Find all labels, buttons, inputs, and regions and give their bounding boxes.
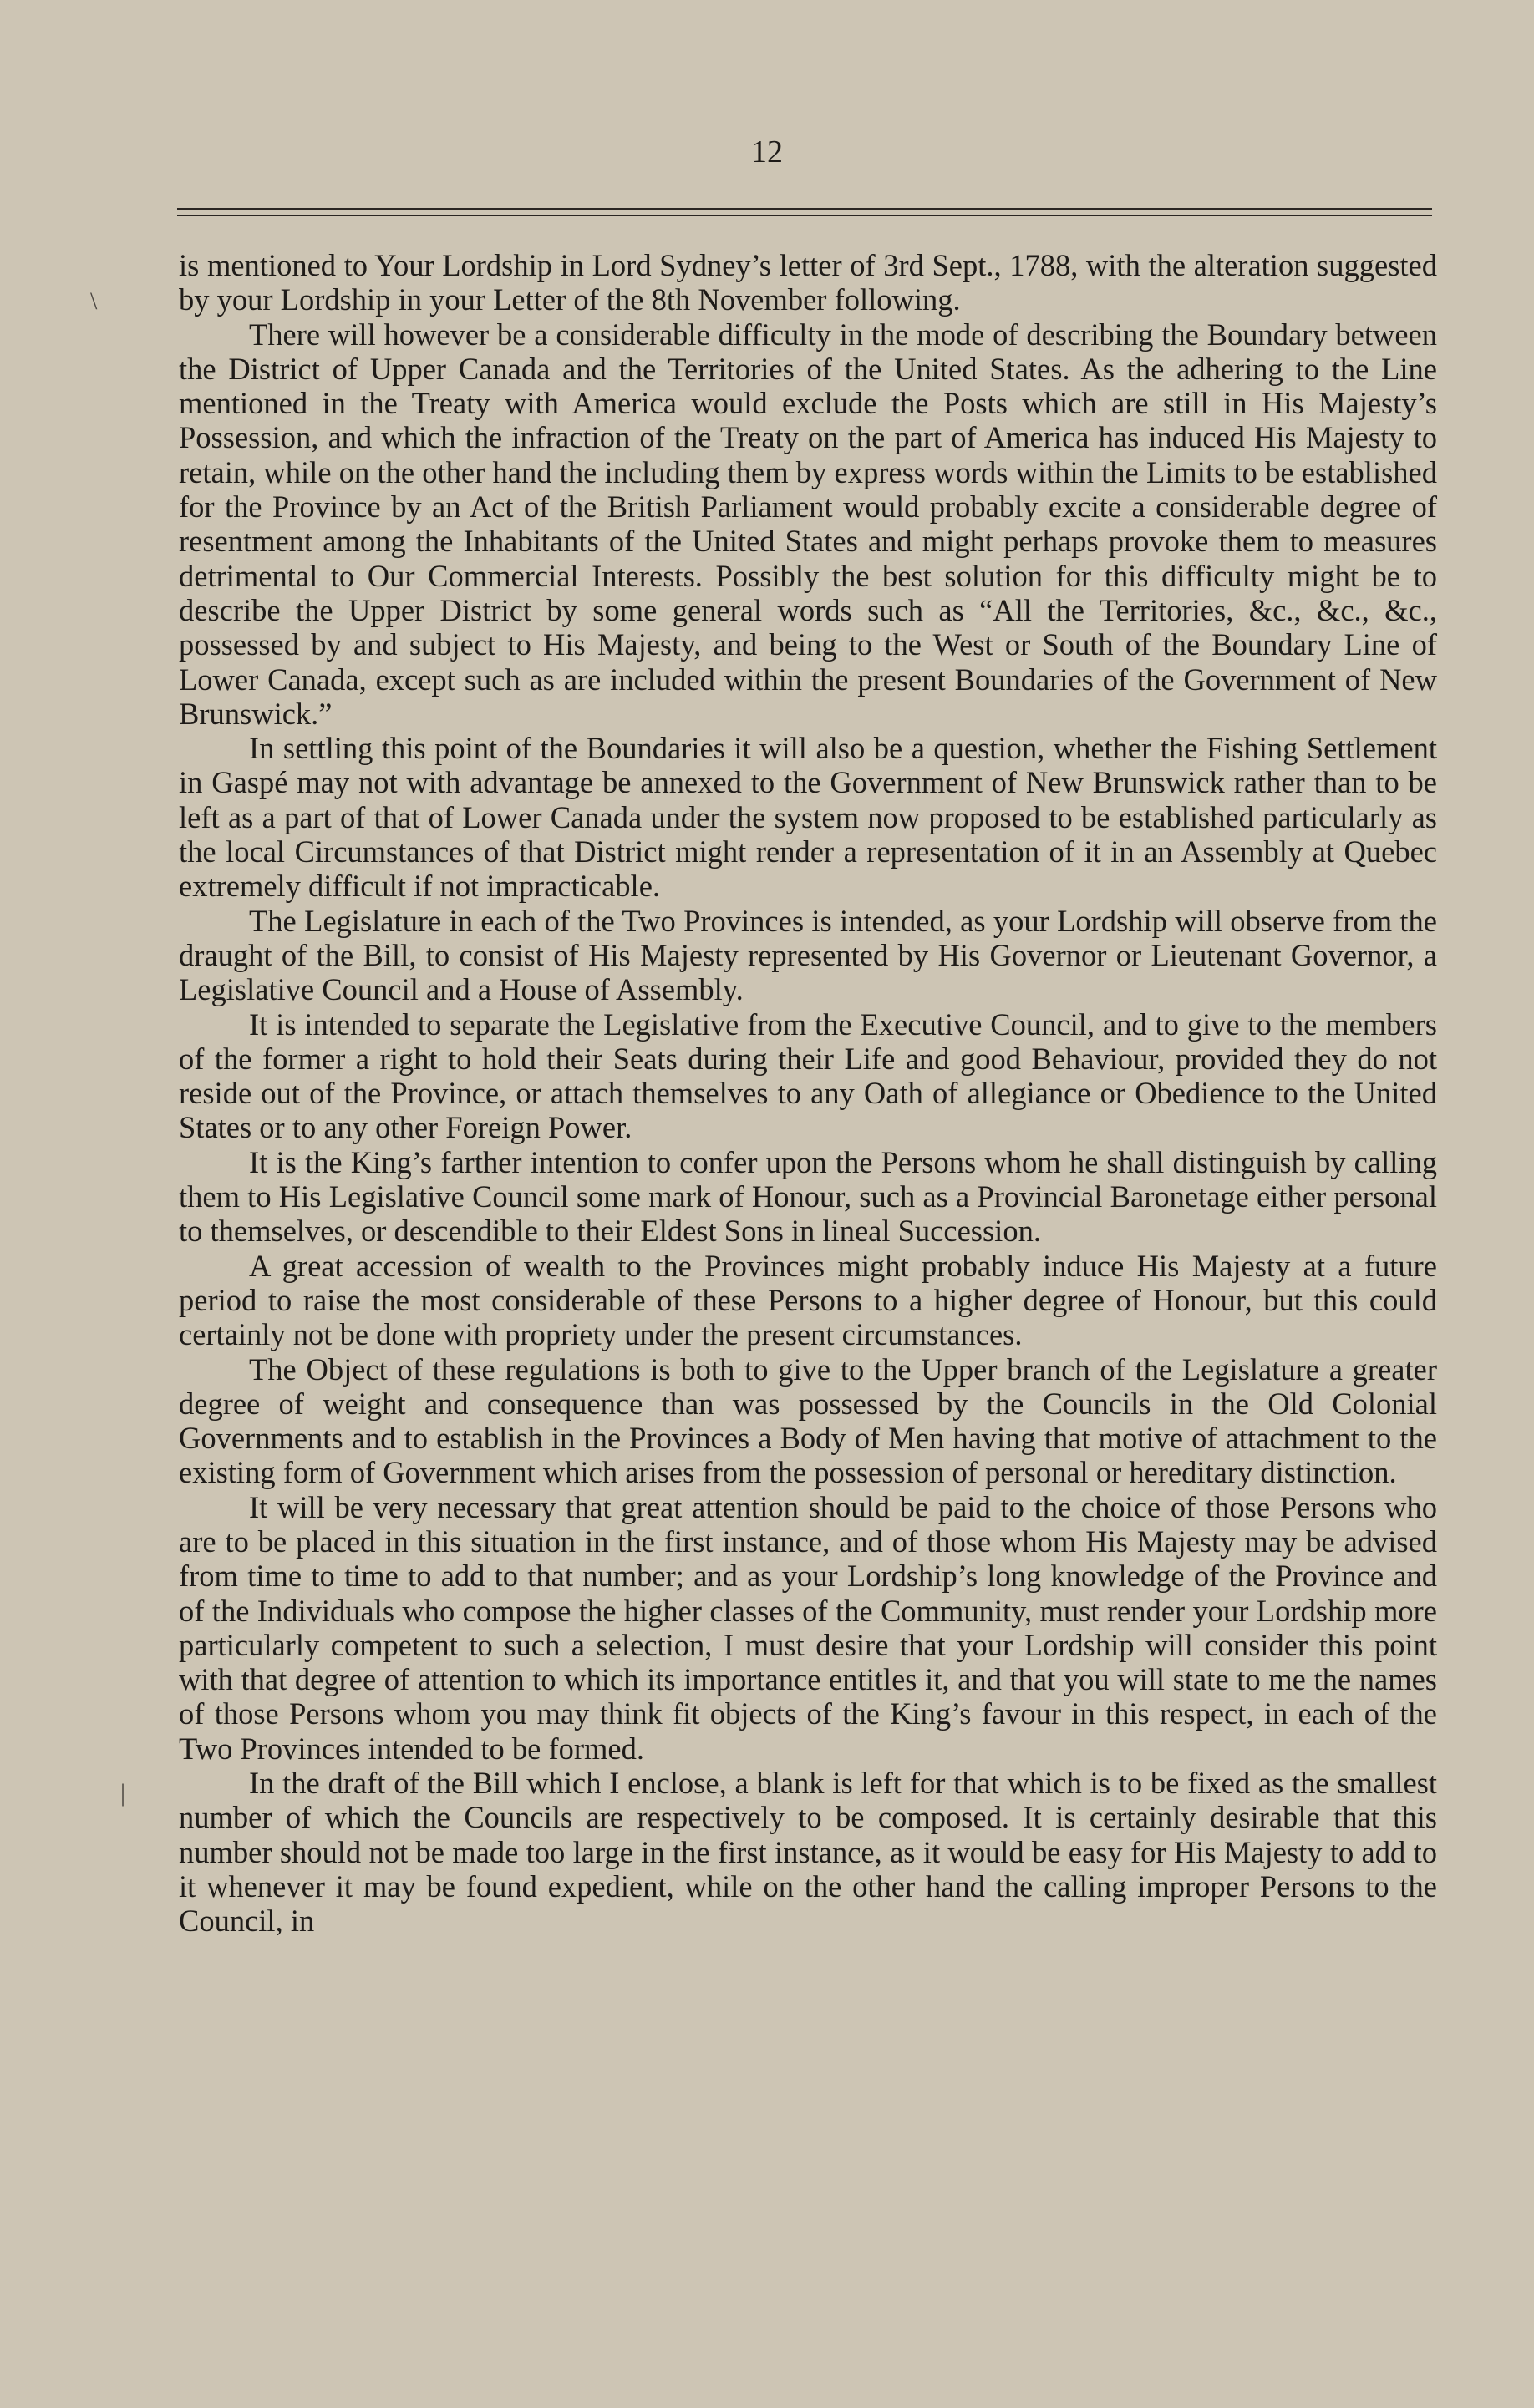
paragraph: It will be very necessary that great attention should be paid to the choice of those Persons who are to be placed in this situation in the first instance, and of those whom His Majesty may be advised from time to time to add to that number; and as your Lordship’s long knowledge of the Province and of the Individuals who compose the higher classes of the Community, must render your Lordship more particularly competent to such a selection, I must desire that your Lordship will consider this point with that degree of attention to which its importance entitles it, and that you will state to me the names of those Persons whom you may think fit objects of the King’s favour in this respect, in each of the Two Provinces intended to be formed. <box>179 1489 1437 1766</box>
page-number: 12 <box>751 134 783 170</box>
paragraph: is mentioned to Your Lordship in Lord Sydney’s letter of 3rd Sept., 1788, with the alteration suggested by your Lordship in your Letter of the 8th November following. <box>179 248 1437 317</box>
header-rule-bottom <box>177 215 1432 216</box>
paragraph: A great accession of wealth to the Provinces might probably induce His Majesty at a future period to raise the most considerable of these Persons to a higher degree of Honour, but this could certainly not be done with propriety under the present circumstances. <box>179 1248 1437 1352</box>
paragraph: The Legislature in each of the Two Provinces is intended, as your Lordship will observe from the draught of the Bill, to consist of His Majesty represented by His Governor or Lieutenant Governor, a Legislative Council and a House of Assembly. <box>179 903 1437 1007</box>
body-text <box>179 248 1437 1939</box>
paragraph: There will however be a considerable difficulty in the mode of describing the Boundary between the District of Upper Canada and the Territories of the United States. As the adhering to the Line mentioned in the Treaty with America would exclude the Posts which are still in His Majesty’s Possession, and which the infraction of the Treaty on the part of America has induced His Majesty to retain, while on the other hand the including them by express words within the Limits to be established for the Province by an Act of the British Parliament would probably excite a considerable degree of resentment among the Inhabitants of the United States and might perhaps provoke them to measures detrimental to Our Commercial Interests. Possibly the best solution for this difficulty might be to describe the Upper District by some general words such as “All the Territories, &c., &c., &c., possessed by and subject to His Majesty, and being to the West or South of the Boundary Line of Lower Canada, except such as are included within the present Boundaries of the Government of New Brunswick.” <box>179 317 1437 731</box>
margin-mark: | <box>120 1779 126 1807</box>
paragraph: In the draft of the Bill which I enclose, a blank is left for that which is to be fixed as the smallest number of which the Councils are respectively to be composed. It is certainly desirable that this number should not be made too large in the first instance, as it would be easy for His Majesty to add to it whenever it may be found expedient, while on the other hand the calling improper Persons to the Council, in <box>179 1766 1437 1939</box>
paragraph: In settling this point of the Boundaries it will also be a question, whether the Fishing Settlement in Gaspé may not with advantage be annexed to the Government of New Brunswick rather than to be left as a part of that of Lower Canada under the system now proposed to be established particularly as the local Circumstances of that District might render a representation of it in an Assembly at Quebec extremely difficult if not impracticable. <box>179 731 1437 904</box>
paragraph: The Object of these regulations is both to give to the Upper branch of the Legislature a greater degree of weight and consequence than was possessed by the Councils in the Old Colonial Governments and to establish in the Provinces a Body of Men having that motive of attachment to the existing form of Government which arises from the possession of personal or hereditary distinction. <box>179 1351 1437 1490</box>
paragraph: It is the King’s farther intention to confer upon the Persons whom he shall distinguish by calling them to His Legislative Council some mark of Honour, such as a Provincial Baronetage either personal to themselves, or descendible to their Eldest Sons in lineal Succession. <box>179 1144 1437 1249</box>
header-rule-top <box>177 208 1432 210</box>
margin-mark: \ <box>90 287 98 315</box>
paragraph: It is intended to separate the Legislative from the Executive Council, and to give to the members of the former a right to hold their Seats during their Life and good Behaviour, provided they do not reside out of the Province, or attach themselves to any Oath of allegiance or Obedience to the United States or to any other Foreign Power. <box>179 1006 1437 1145</box>
